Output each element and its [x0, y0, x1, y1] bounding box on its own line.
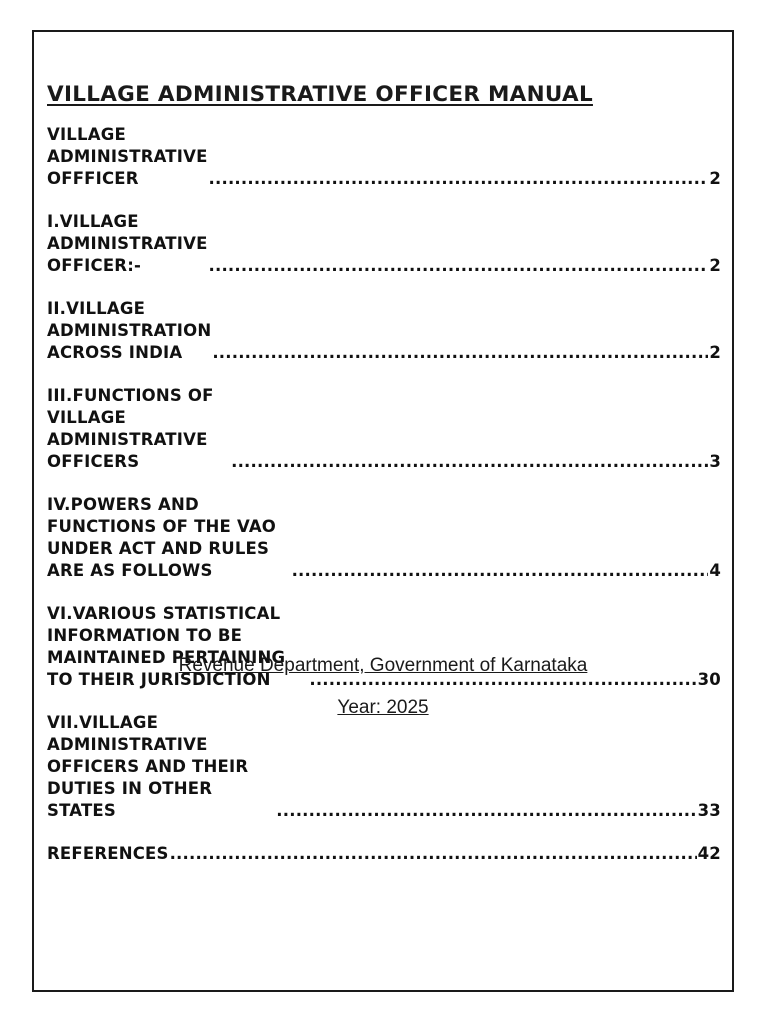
toc-page-number: 30: [697, 670, 721, 689]
toc-entry-text: III.FUNCTIONS OF VILLAGE ADMINISTRATIVE OFFICERS: [47, 386, 214, 471]
toc-leader-dots: [231, 451, 708, 473]
toc-entry: [47, 385, 721, 473]
toc-page-number: 33: [697, 801, 721, 820]
toc-entry: [47, 494, 721, 582]
toc-page-number: 42: [697, 844, 721, 863]
toc-page-number: 4: [709, 561, 721, 580]
toc-entry-text: II.VILLAGE ADMINISTRATION ACROSS INDIA: [47, 299, 212, 362]
toc-page-number: 2: [709, 169, 721, 188]
toc-leader-dots: [292, 560, 709, 582]
toc-page-number: 2: [709, 343, 721, 362]
toc-entry-text: VILLAGE ADMINISTRATIVE OFFFICER: [47, 125, 208, 188]
toc-entry-text: REFERENCES: [47, 844, 169, 863]
toc-entry: [47, 211, 721, 277]
toc-entry-text: VII.VILLAGE ADMINISTRATIVE OFFICERS AND THEIR DUTIES IN OTHER STATES: [47, 713, 249, 820]
toc-entry: [47, 712, 721, 822]
document-content: [47, 82, 721, 886]
toc-entry-text: I.VILLAGE ADMINISTRATIVE OFFICER:-: [47, 212, 208, 275]
toc-leader-dots: [276, 800, 696, 822]
toc-leader-dots: [209, 168, 709, 190]
toc-entry: [47, 124, 721, 190]
toc-leader-dots: [209, 255, 709, 277]
toc-entry: [47, 603, 721, 691]
toc-leader-dots: [170, 843, 697, 865]
toc-page-number: 3: [709, 452, 721, 471]
toc-entry-text: IV.POWERS AND FUNCTIONS OF THE VAO UNDER ACT AND RULES ARE AS FOLLOWS: [47, 495, 277, 580]
department-name: Revenue Department, Government of Karnataka: [178, 655, 588, 676]
toc-entry: [47, 843, 721, 865]
document-title: VILLAGE ADMINISTRATIVE OFFICER MANUAL: [47, 82, 593, 107]
toc-entry-text: VI.VARIOUS STATISTICAL INFORMATION TO BE MAINTAINED PERTAINING TO THEIR JURISDICTION: [47, 604, 286, 689]
publication-year: Year: 2025: [337, 697, 429, 718]
toc-leader-dots: [212, 342, 708, 364]
toc-page-number: 2: [709, 256, 721, 275]
toc-entry: [47, 298, 721, 364]
